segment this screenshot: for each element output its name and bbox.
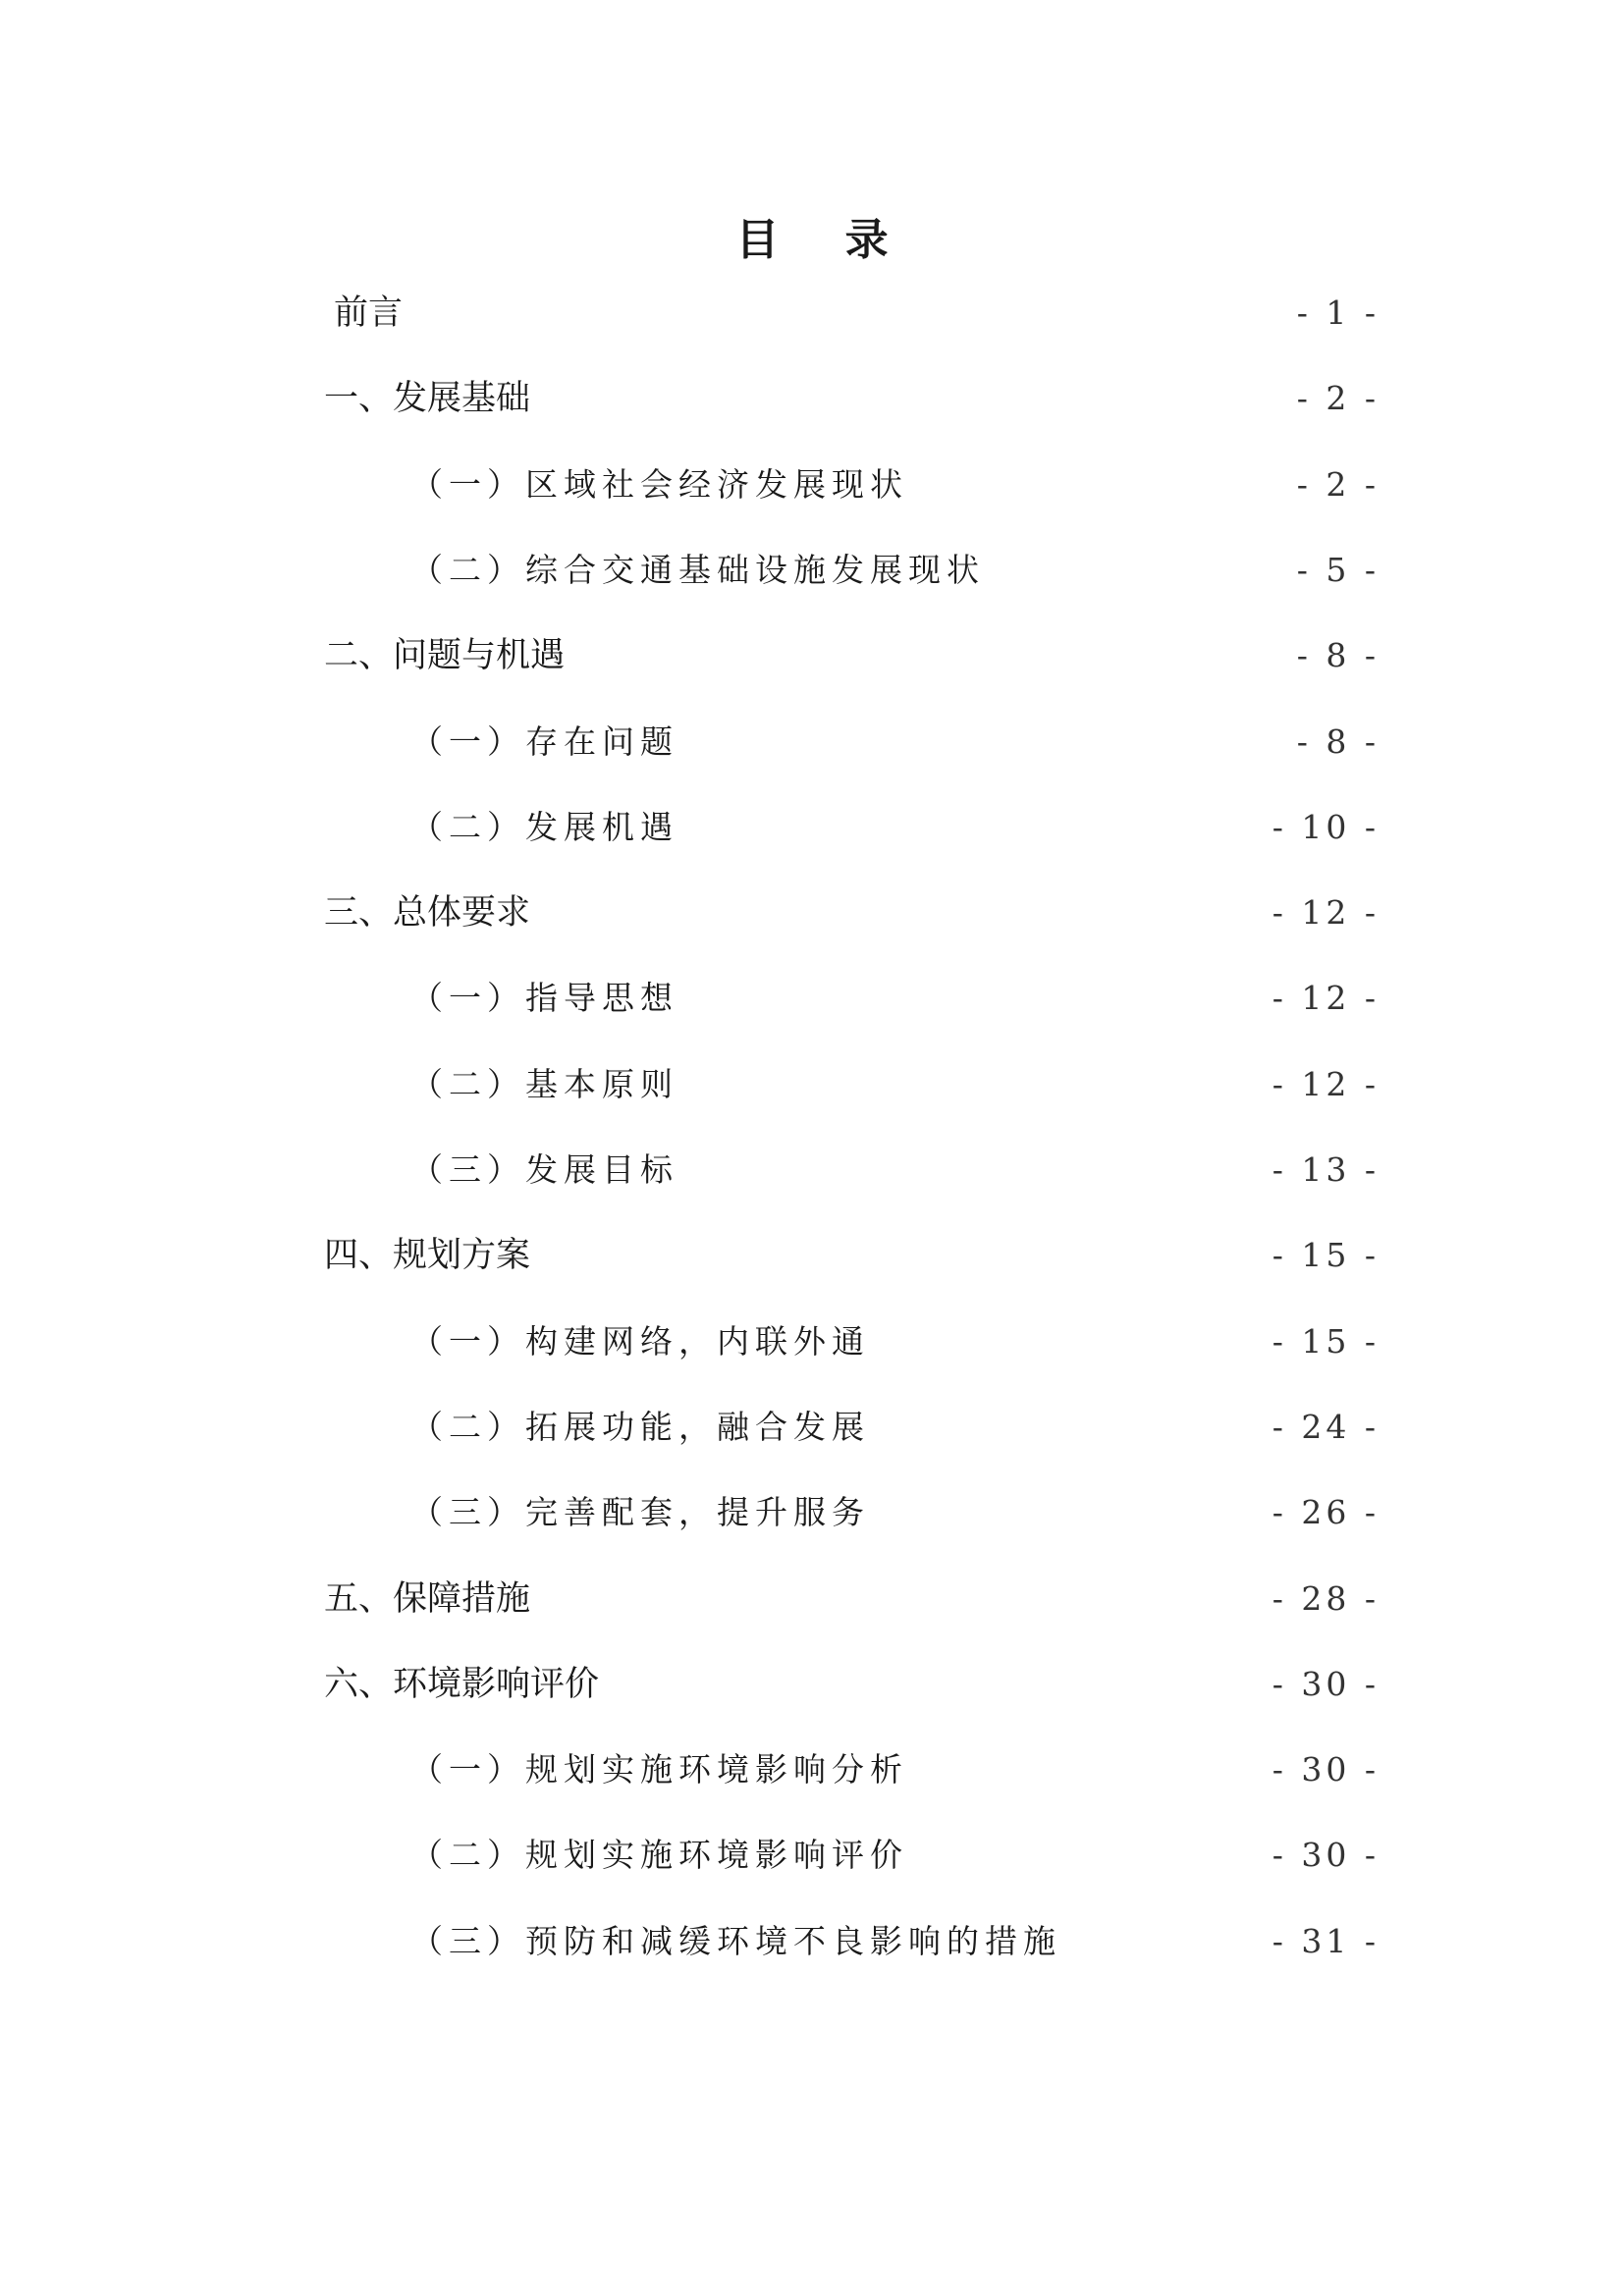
toc-entry-text: （二）发展机遇 [410,808,678,846]
toc-dot-leader [570,631,1289,680]
toc-page-number: - 8 - [1296,636,1380,674]
toc-entry-text: 二、问题与机遇 [324,636,566,675]
toc-dot-leader [536,888,1265,937]
toc-dot-leader [684,803,1265,852]
toc-page-number: - 5 - [1296,551,1380,589]
toc-entry[interactable] [324,631,1380,680]
toc-page-number: - 15 - [1272,1322,1380,1361]
toc-entry[interactable] [410,1146,1380,1195]
toc-entry[interactable] [410,1317,1380,1366]
toc-page-number: - 28 - [1272,1579,1380,1618]
toc-entry-text: （一）区域社会经济发展现状 [410,465,908,504]
toc-entry-text: （一）指导思想 [410,979,678,1017]
toc-dot-leader [605,1660,1265,1709]
toc-entry-text: （三）完善配套，提升服务 [410,1493,870,1531]
toc-entry-text: （一）存在问题 [410,722,678,761]
toc-entry-text: （二）拓展功能，融合发展 [410,1408,870,1446]
toc-dot-leader [876,1403,1265,1452]
toc-entry-text: 六、环境影响评价 [324,1665,600,1704]
toc-dot-leader [684,1146,1265,1195]
toc-entry[interactable] [410,1745,1380,1794]
toc-entry-text: （二）综合交通基础设施发展现状 [410,551,985,589]
toc-page-number: - 12 - [1272,979,1380,1017]
toc-entry[interactable] [410,974,1380,1023]
toc-entry[interactable] [410,1831,1380,1880]
toc-dot-leader [914,1745,1265,1794]
toc-dot-leader [876,1317,1265,1366]
toc-entry-text: （二）基本原则 [410,1065,678,1103]
toc-entry-text: 前言 [334,294,404,333]
toc-entry[interactable] [324,1660,1380,1709]
toc-page-number: - 15 - [1272,1236,1380,1274]
toc-entry[interactable] [324,1231,1380,1280]
toc-dot-leader [914,1831,1265,1880]
toc-entry-text: （一）规划实施环境影响分析 [410,1750,908,1789]
toc-entry-text: （一）构建网络，内联外通 [410,1322,870,1361]
toc-entry-text: （二）规划实施环境影响评价 [410,1836,908,1874]
toc-page-number: - 12 - [1272,1065,1380,1103]
toc-dot-leader [1067,1917,1265,1966]
toc-title: 目 录 [735,215,914,265]
toc-page-number: - 2 - [1296,379,1380,417]
toc-page-number: - 30 - [1272,1665,1380,1703]
toc-entry-text: 三、总体要求 [324,893,531,933]
toc-entry-text: 五、保障措施 [324,1579,531,1619]
toc-dot-leader [914,460,1289,509]
toc-dot-leader [684,974,1265,1023]
toc-page-number: - 12 - [1272,893,1380,932]
toc-entry[interactable] [410,1060,1380,1109]
toc-dot-leader [684,1060,1265,1109]
toc-dot-leader [876,1488,1265,1537]
toc-dot-leader [408,289,1289,338]
toc-entry[interactable] [410,1917,1380,1966]
toc-page-number: - 30 - [1272,1836,1380,1874]
toc-entry[interactable] [410,718,1380,767]
toc-page-number: - 31 - [1272,1922,1380,1960]
toc-entry-text: 四、规划方案 [324,1236,531,1275]
toc-entry[interactable] [410,803,1380,852]
toc-entry-text: （三）预防和减缓环境不良影响的措施 [410,1922,1061,1960]
toc-page-number: - 24 - [1272,1408,1380,1446]
toc-entry[interactable] [324,888,1380,937]
toc-entry[interactable] [410,1403,1380,1452]
toc-dot-leader [991,546,1289,595]
toc-entry[interactable] [410,1488,1380,1537]
toc-page-number: - 2 - [1296,465,1380,504]
toc-entry[interactable] [334,289,1380,338]
toc-dot-leader [536,1231,1265,1280]
toc-dot-leader [684,718,1289,767]
toc-page-number: - 8 - [1296,722,1380,761]
toc-dot-leader [536,374,1289,423]
toc-entry[interactable] [410,546,1380,595]
toc-page-number: - 13 - [1272,1150,1380,1189]
toc-page-number: - 26 - [1272,1493,1380,1531]
toc-page-number: - 30 - [1272,1750,1380,1789]
toc-entry-text: （三）发展目标 [410,1150,678,1189]
toc-entry[interactable] [324,374,1380,423]
toc-entry-text: 一、发展基础 [324,379,531,418]
toc-page-number: - 1 - [1296,294,1380,332]
toc-entry[interactable] [324,1575,1380,1624]
toc-page-number: - 10 - [1272,808,1380,846]
toc-dot-leader [536,1575,1265,1624]
toc-entry[interactable] [410,460,1380,509]
